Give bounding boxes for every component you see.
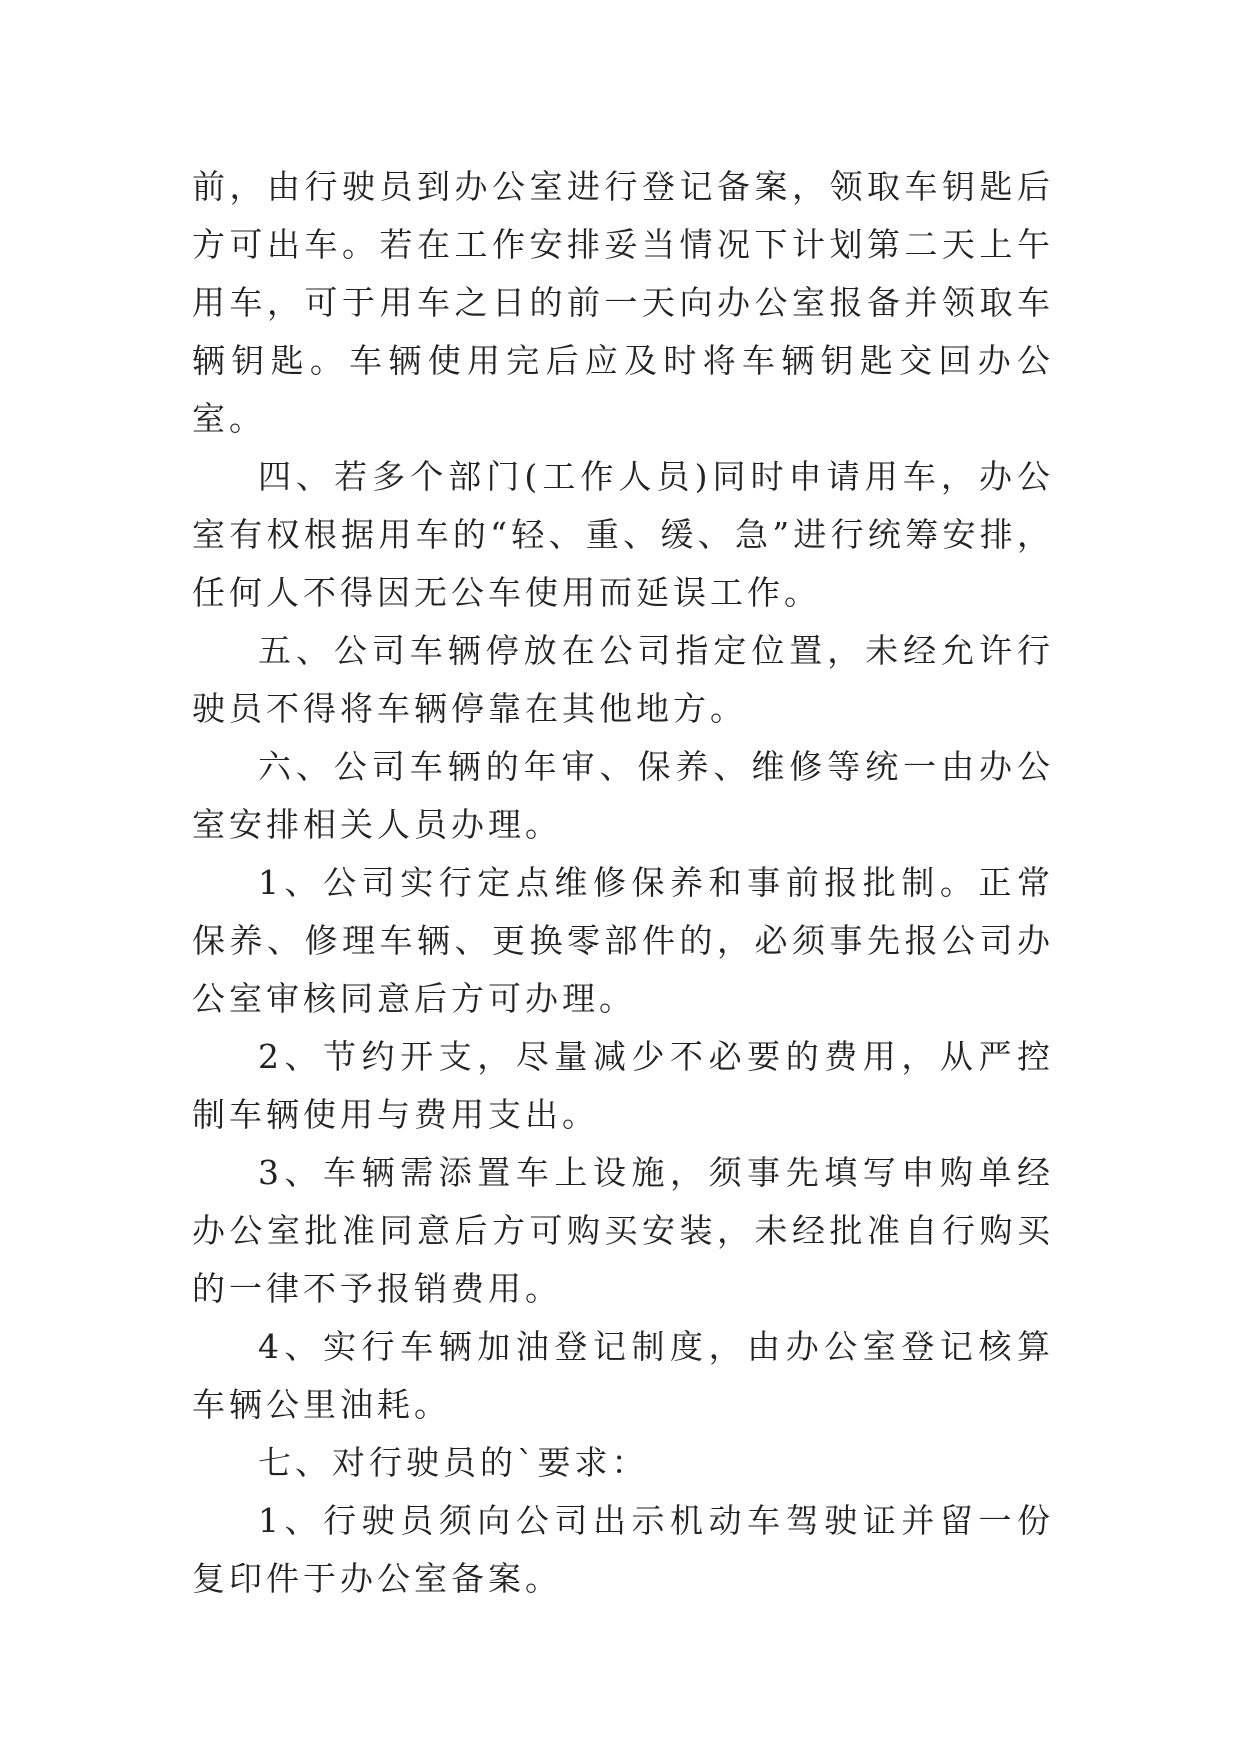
paragraph-section-7-item-1: 1、行驶员须向公司出示机动车驾驶证并留一份复印件于办公室备案。 — [192, 1501, 1054, 1598]
paragraph-item-2: 2、节约开支，尽量减少不必要的费用，从严控制车辆使用与费用支出。 — [192, 1037, 1054, 1134]
paragraph-section-4: 四、若多个部门(工作人员)同时申请用车，办公室有权根据用车的“轻、重、缓、急”进行统筹安排，任何人不得因无公车使用而延误工作。 — [192, 457, 1054, 612]
paragraph-continuation: 前，由行驶员到办公室进行登记备案，领取车钥匙后方可出车。若在工作安排妥当情况下计划第二天上午用车，可于用车之日的前一天向办公室报备并领取车辆钥匙。车辆使用完后应及时将车辆钥匙交回办公室。 — [192, 167, 1054, 438]
document-body — [192, 158, 1054, 1608]
paragraph-section-5: 五、公司车辆停放在公司指定位置，未经允许行驶员不得将车辆停靠在其他地方。 — [192, 631, 1054, 728]
paragraph-section-6: 六、公司车辆的年审、保养、维修等统一由办公室安排相关人员办理。 — [192, 747, 1054, 844]
paragraph-section-7: 七、对行驶员的`要求： — [258, 1443, 649, 1482]
paragraph-item-4: 4、实行车辆加油登记制度，由办公室登记核算车辆公里油耗。 — [192, 1327, 1054, 1424]
paragraph-item-1: 1、公司实行定点维修保养和事前报批制。正常保养、修理车辆、更换零部件的，必须事先报公司办公室审核同意后方可办理。 — [192, 863, 1054, 1018]
paragraph-item-3: 3、车辆需添置车上设施，须事先填写申购单经办公室批准同意后方可购买安装，未经批准自行购买的一律不予报销费用。 — [192, 1153, 1054, 1308]
